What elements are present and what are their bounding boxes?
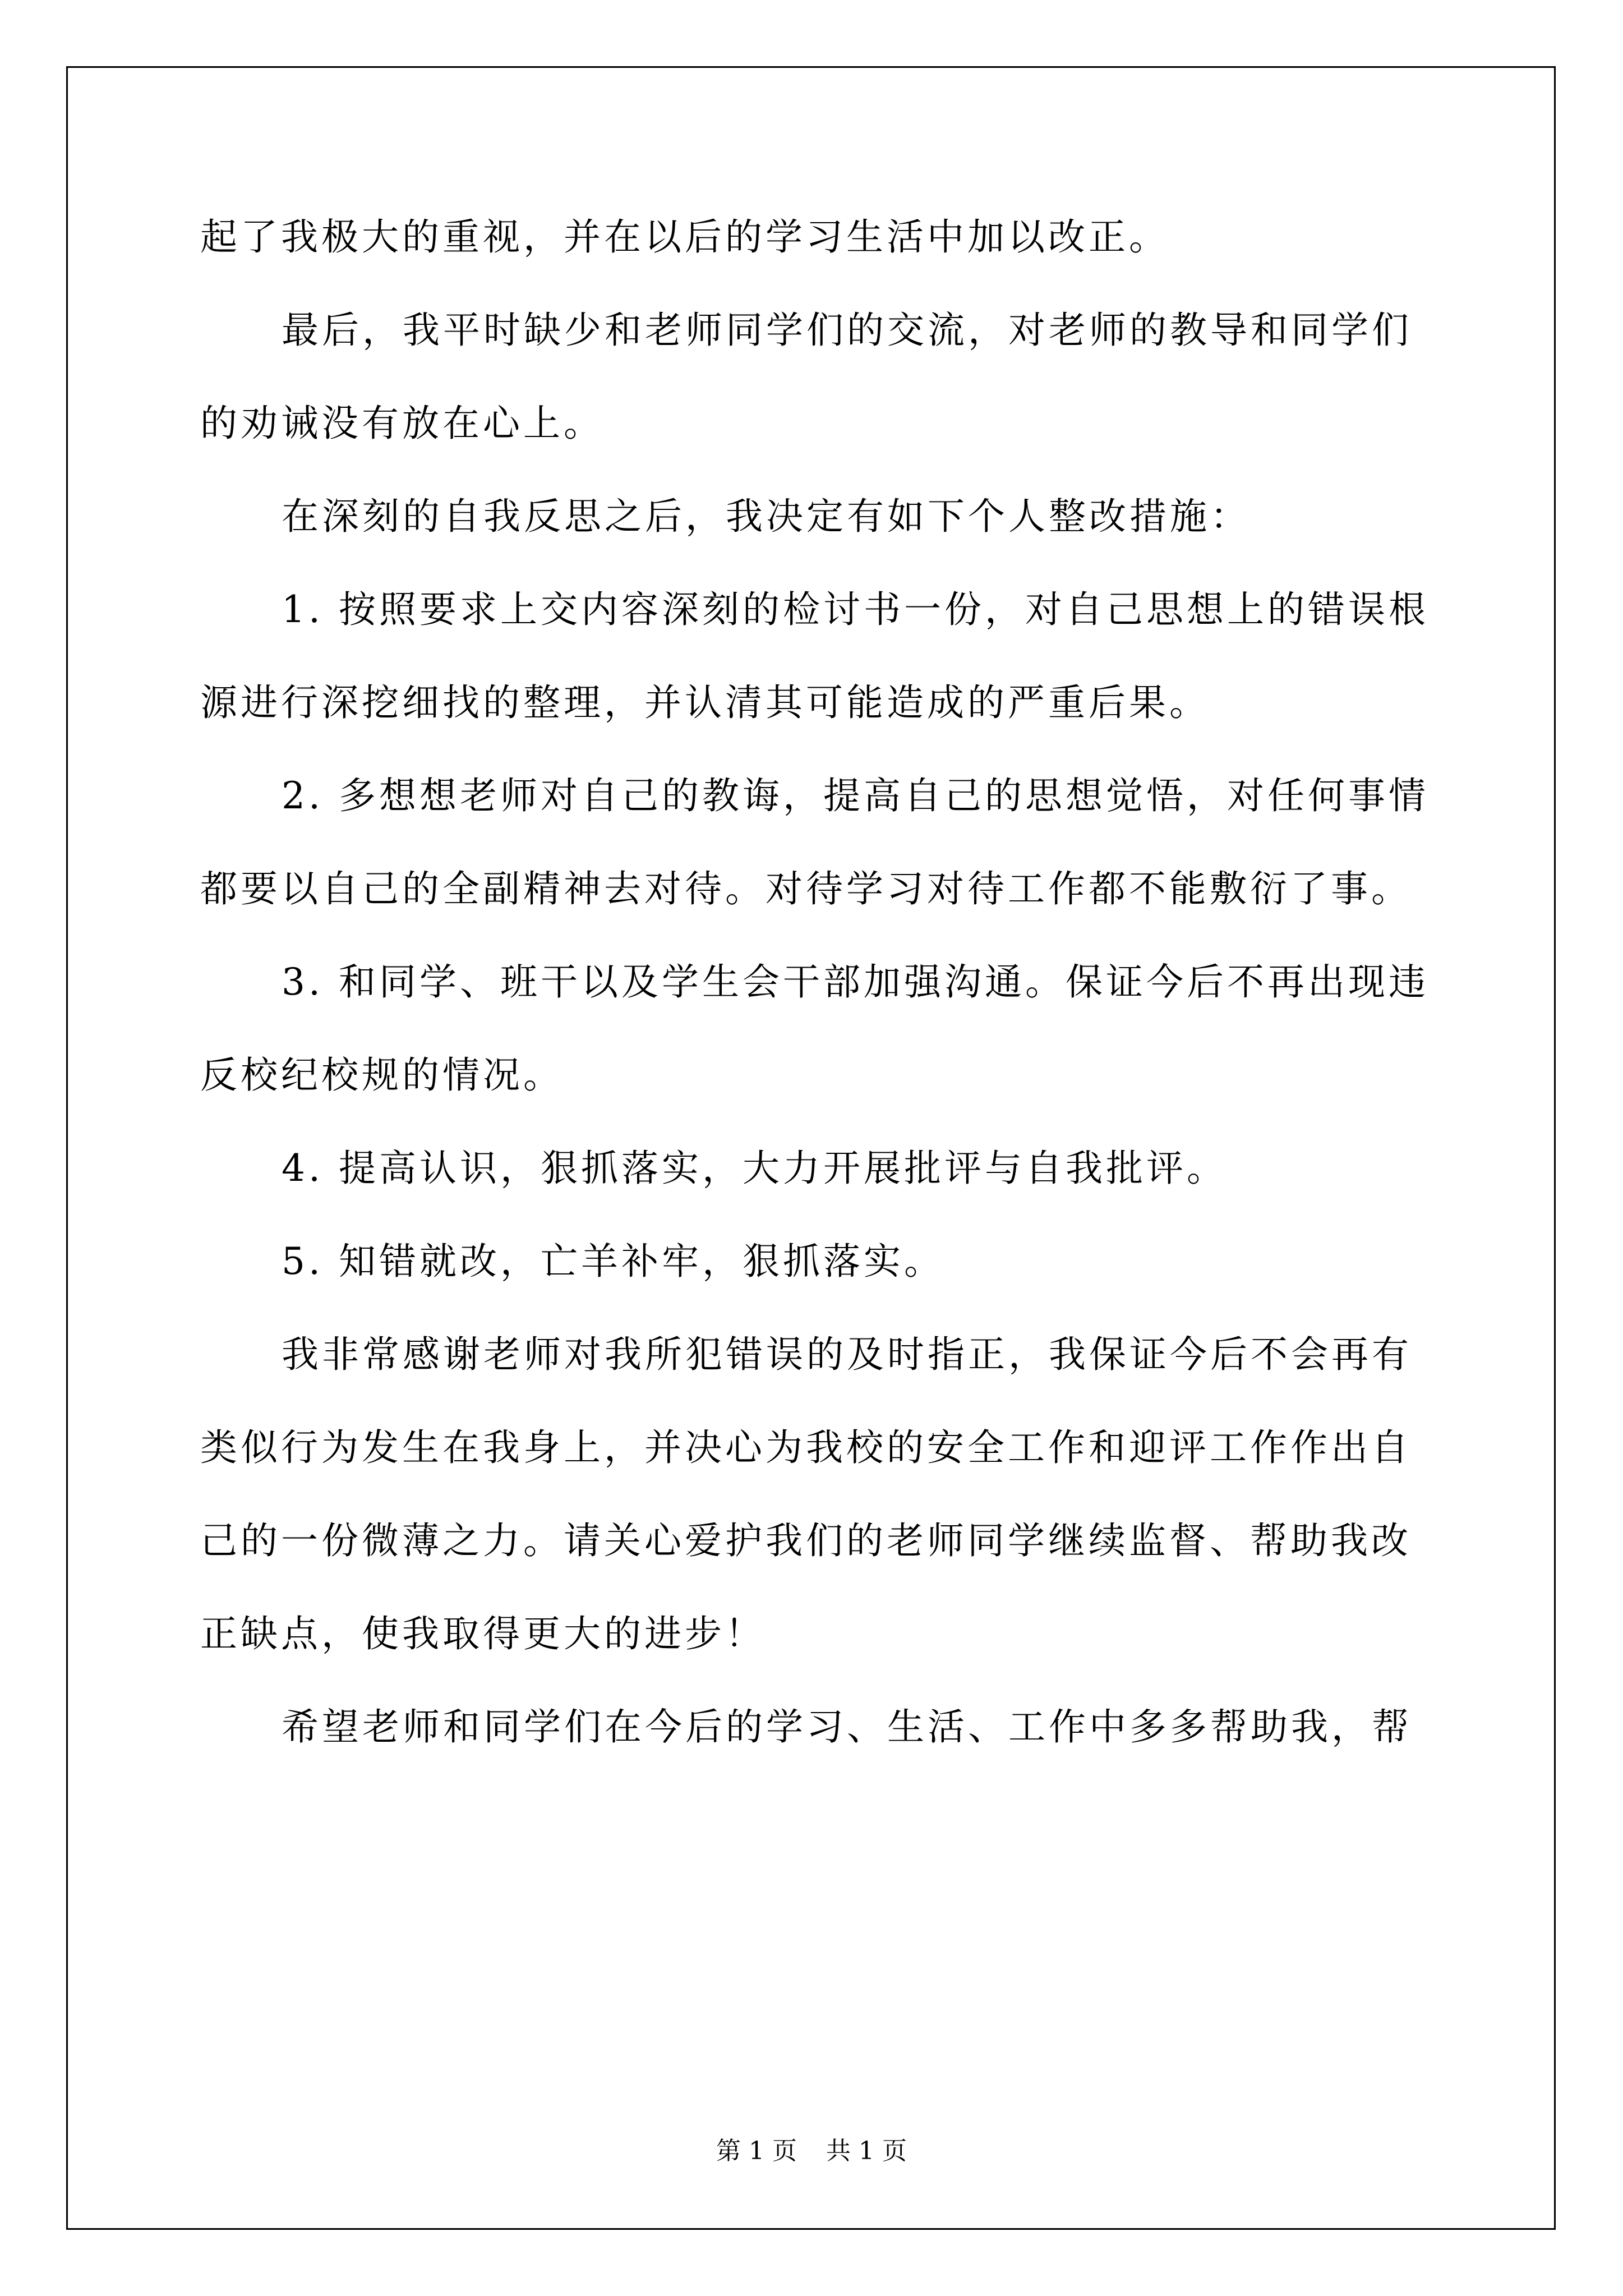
text-line: 4. 提高认识，狠抓落实，大力开展批评与自我批评。 [282, 1147, 1227, 1190]
page-total: 共 1 页 [826, 2137, 907, 2165]
text-line: 3. 和同学、班干以及学生会干部加强沟通。保证今后不再出现违 [282, 960, 1429, 1004]
text-line: 我非常感谢老师对我所犯错误的及时指正，我保证今后不会再有 [282, 1333, 1412, 1376]
text-line: 最后，我平时缺少和老师同学们的交流，对老师的教导和同学们 [282, 309, 1412, 352]
text-line: 类似行为发生在我身上，并决心为我校的安全工作和迎评工作作出自 [200, 1426, 1412, 1469]
text-line: 5. 知错就改，亡羊补牢，狠抓落实。 [282, 1240, 944, 1283]
text-line: 的劝诫没有放在心上。 [200, 402, 604, 445]
page-number: 第 1 页 [716, 2137, 797, 2165]
text-line: 己的一份微薄之力。请关心爱护我们的老师同学继续监督、帮助我改 [200, 1519, 1412, 1562]
page-footer [0, 2131, 1623, 2166]
text-line: 都要以自己的全副精神去对待。对待学习对待工作都不能敷衍了事。 [200, 867, 1412, 910]
text-line: 正缺点，使我取得更大的进步！ [200, 1612, 766, 1655]
text-line: 反校纪校规的情况。 [200, 1053, 564, 1097]
text-line: 2. 多想想老师对自己的教诲，提高自己的思想觉悟，对任何事情 [282, 774, 1429, 817]
text-line: 在深刻的自我反思之后，我决定有如下个人整改措施： [282, 495, 1251, 538]
text-line: 源进行深挖细找的整理，并认清其可能造成的严重后果。 [200, 681, 1210, 724]
document-body [200, 191, 1434, 1774]
text-line: 1. 按照要求上交内容深刻的检讨书一份，对自己思想上的错误根 [282, 588, 1429, 631]
text-line: 希望老师和同学们在今后的学习、生活、工作中多多帮助我，帮 [282, 1705, 1412, 1749]
text-line: 起了我极大的重视，并在以后的学习生活中加以改正。 [200, 215, 1169, 259]
